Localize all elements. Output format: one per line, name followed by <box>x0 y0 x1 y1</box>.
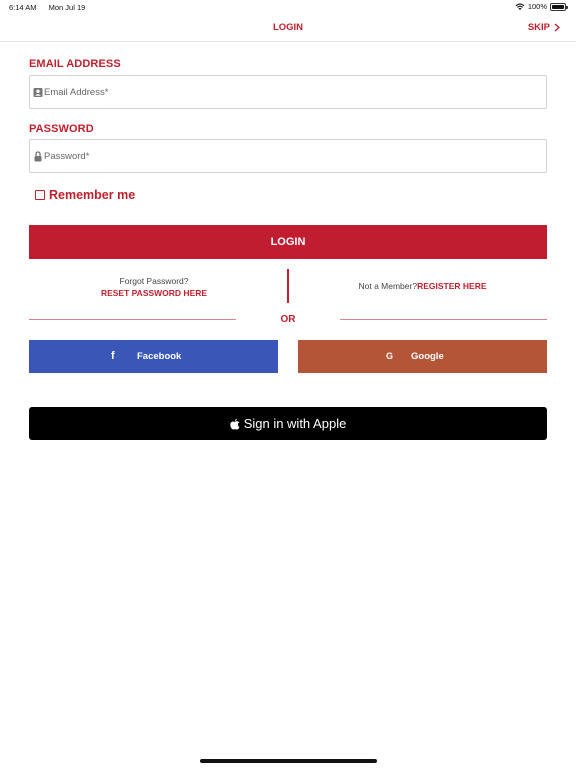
remember-me-checkbox[interactable] <box>35 188 135 202</box>
status-time: 6:14 AM <box>9 3 37 12</box>
not-member-text: Not a Member? <box>358 281 418 291</box>
forgot-password-block <box>29 276 279 298</box>
forgot-password-text: Forgot Password? <box>119 276 189 286</box>
home-indicator[interactable] <box>200 759 377 763</box>
status-bar <box>0 0 576 14</box>
remember-me-label: Remember me <box>49 188 136 202</box>
google-button[interactable] <box>298 340 547 373</box>
battery-icon <box>550 3 566 11</box>
sign-in-with-apple-button[interactable] <box>29 407 547 440</box>
login-button[interactable]: LOGIN <box>29 225 547 259</box>
vertical-divider <box>287 269 289 303</box>
apple-button-label: Sign in with Apple <box>243 416 347 431</box>
skip-label: SKIP <box>527 22 550 33</box>
or-label: OR <box>280 314 296 325</box>
google-icon: G <box>386 351 394 361</box>
apple-icon <box>230 418 240 430</box>
or-divider-right <box>340 319 547 320</box>
email-input[interactable] <box>44 76 539 108</box>
email-label: EMAIL ADDRESS <box>29 58 121 70</box>
nav-bar <box>0 14 576 42</box>
contact-card-icon <box>33 87 43 98</box>
google-label: Google <box>411 351 444 362</box>
facebook-label: Facebook <box>137 351 182 362</box>
reset-password-link[interactable]: RESET PASSWORD HERE <box>100 288 208 298</box>
status-left <box>9 3 95 12</box>
skip-button[interactable] <box>528 22 560 33</box>
checkbox-box[interactable] <box>35 190 45 200</box>
chevron-right-icon <box>554 23 560 32</box>
facebook-button[interactable] <box>29 340 278 373</box>
register-link[interactable]: REGISTER HERE <box>417 281 487 291</box>
email-field[interactable] <box>29 75 547 109</box>
lock-icon <box>33 151 43 162</box>
status-date: Mon Jul 19 <box>48 3 86 12</box>
password-input[interactable] <box>44 140 539 172</box>
register-block <box>298 281 547 291</box>
battery-percent: 100% <box>527 2 547 11</box>
facebook-icon: f <box>111 350 115 362</box>
wifi-icon <box>515 3 525 11</box>
password-field[interactable] <box>29 139 547 173</box>
password-label: PASSWORD <box>29 123 94 135</box>
status-right <box>515 2 566 11</box>
page-title: LOGIN <box>272 22 304 33</box>
